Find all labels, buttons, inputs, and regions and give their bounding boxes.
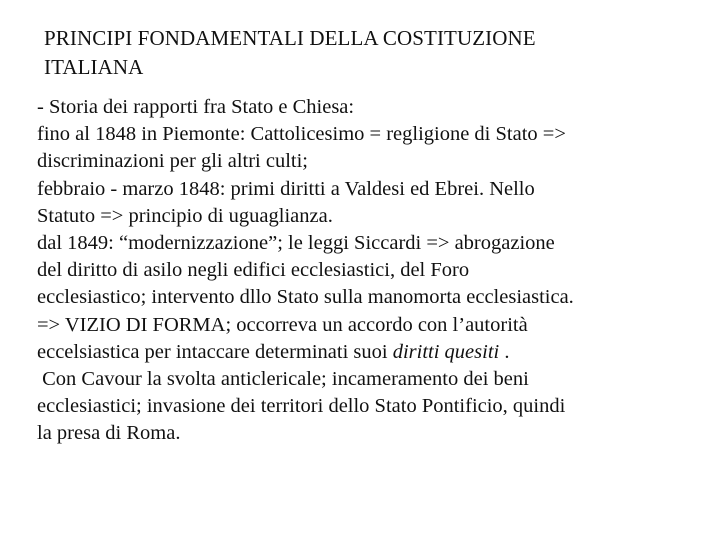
italic-phrase: diritti quesiti [392, 340, 500, 363]
body-line: ecclesiastici; invasione dei territori dello Stato Pontificio, quindi [37, 395, 566, 418]
title-line: ITALIANA [44, 55, 144, 79]
body-line: la presa di Roma. [37, 422, 181, 445]
slide-title [44, 24, 684, 82]
body-line: discriminazioni per gli altri culti; [37, 150, 308, 173]
body-line: dal 1849: “modernizzazione”; le leggi Siccardi => abrogazione [37, 232, 555, 255]
title-line: PRINCIPI FONDAMENTALI DELLA COSTITUZIONE [44, 26, 536, 50]
body-line: del diritto di asilo negli edifici ecclesiastici, del Foro [37, 259, 470, 282]
body-line: fino al 1848 in Piemonte: Cattolicesimo = regligione di Stato => [37, 123, 566, 146]
body-line: febbraio - marzo 1848: primi diritti a Valdesi ed Ebrei. Nello [37, 177, 535, 200]
body-line: Con Cavour la svolta anticlericale; incameramento dei beni [37, 368, 529, 391]
body-line: - Storia dei rapporti fra Stato e Chiesa: [37, 96, 355, 118]
body-text: eccelsiastica per intaccare determinati suoi [37, 340, 393, 363]
body-text: . [499, 340, 510, 363]
slide-body [37, 94, 707, 448]
body-line: Statuto => principio di uguaglianza. [37, 204, 333, 227]
body-line-with-italic [37, 339, 707, 366]
body-line: ecclesiastico; intervento dllo Stato sulla manomorta ecclesiastica. [37, 286, 574, 309]
body-line: => VIZIO DI FORMA; occorreva un accordo con l’autorità [37, 313, 528, 336]
